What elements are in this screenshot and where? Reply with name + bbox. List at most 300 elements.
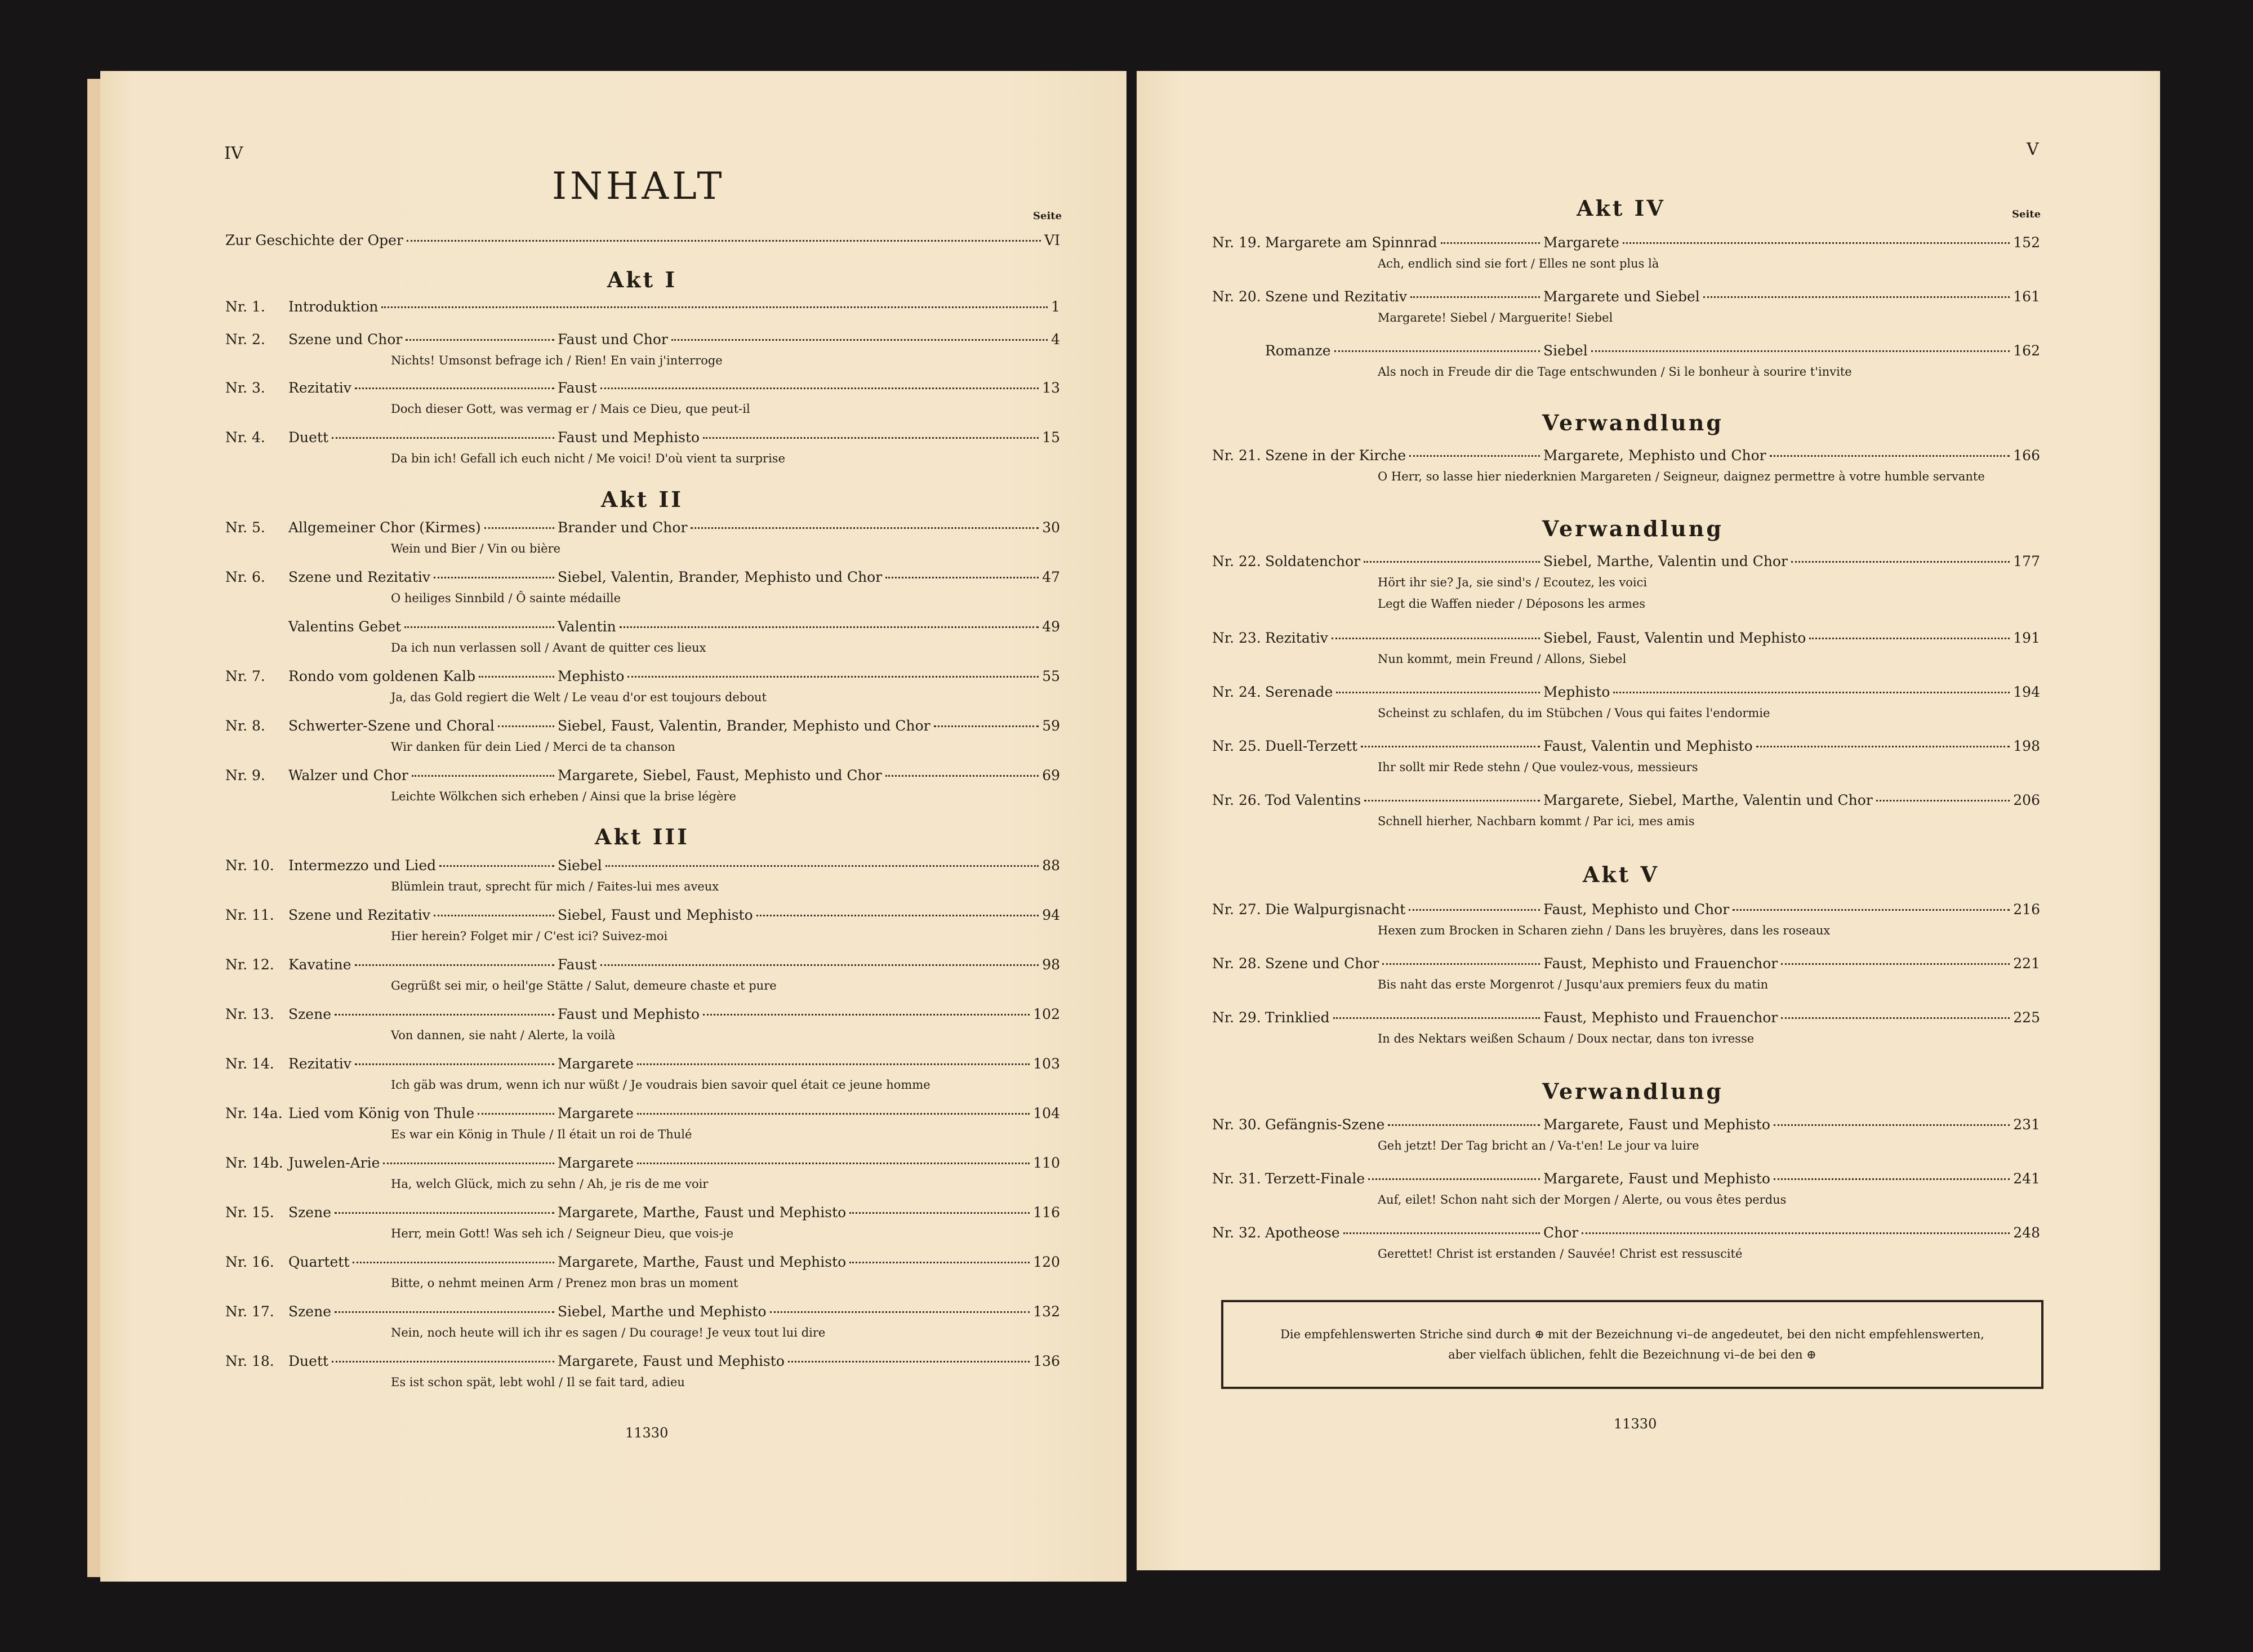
entry-number: Nr. 14. xyxy=(225,1056,274,1072)
entry-page: 231 xyxy=(2013,1116,2040,1133)
leader-dots xyxy=(1781,963,2010,965)
leader-dots xyxy=(478,1113,554,1115)
entry-number: Nr. 9. xyxy=(225,767,265,783)
entry-incipit: Es war ein König in Thule / Il était un roi de Thulé xyxy=(391,1128,692,1141)
note-line-2: aber vielfach üblichen, fehlt die Bezeichnung vi–de bei den ⊕ xyxy=(1448,1348,1816,1361)
entry-page: 198 xyxy=(2013,738,2040,754)
leader-dots xyxy=(355,964,554,966)
leader-dots xyxy=(407,240,1041,242)
entry-incipit: Hört ihr sie? Ja, sie sind's / Ecoutez, les voici xyxy=(1378,576,1648,589)
leader-dots xyxy=(1361,746,1540,747)
entry-performers: Margarete xyxy=(558,1105,634,1121)
leader-dots xyxy=(1809,638,2010,639)
entry-number: Nr. 14b. xyxy=(225,1155,283,1171)
entry-incipit: Gerettet! Christ ist erstanden / Sauvée! Christ est ressuscité xyxy=(1378,1247,1743,1261)
entry-performers: Faust und Mephisto xyxy=(558,429,700,446)
entry-page: 49 xyxy=(1042,618,1060,635)
entry-performers: Siebel, Marthe und Mephisto xyxy=(558,1303,767,1320)
entry-page: 103 xyxy=(1033,1056,1060,1072)
leader-dots xyxy=(1388,1124,1540,1126)
entry-number: Nr. 19. xyxy=(1212,234,1261,251)
entry-number: Nr. 17. xyxy=(225,1303,274,1320)
entry-incipit: Ja, das Gold regiert die Welt / Le veau d'or est toujours debout xyxy=(391,691,767,704)
entry-number: Nr. 7. xyxy=(225,668,265,684)
leader-dots xyxy=(885,775,1039,777)
entry-page: 69 xyxy=(1042,767,1060,783)
entry-title: Valentins Gebet xyxy=(288,618,402,635)
toc-entry[interactable] xyxy=(225,519,1060,542)
entry-incipit: Geh jetzt! Der Tag bricht an / Va-t'en! Le jour va luire xyxy=(1378,1139,1699,1152)
entry-page: 152 xyxy=(2013,234,2040,251)
entry-title: Tod Valentins xyxy=(1265,792,1361,808)
toc-entry[interactable] xyxy=(225,618,1060,641)
entry-incipit: Legt die Waffen nieder / Déposons les armes xyxy=(1378,597,1646,611)
leader-dots xyxy=(1876,800,2010,801)
entry-incipit: Blümlein traut, sprecht für mich / Faites-lui mes aveux xyxy=(391,880,719,893)
leader-dots xyxy=(335,1014,554,1016)
leader-dots xyxy=(600,388,1039,389)
entry-performers: Faust und Chor xyxy=(558,331,668,348)
act-heading: Verwandlung xyxy=(1542,410,1724,435)
entry-incipit: Ihr sollt mir Rede stehn / Que voulez-vous, messieurs xyxy=(1378,760,1698,774)
leader-dots xyxy=(637,1063,1030,1065)
entry-title: Schwerter-Szene und Choral xyxy=(288,718,495,734)
entry-title: Soldatenchor xyxy=(1265,553,1361,569)
entry-page: 59 xyxy=(1042,718,1060,734)
leader-dots xyxy=(885,577,1039,578)
entry-performers: Faust, Mephisto und Frauenchor xyxy=(1543,955,1778,972)
leader-dots xyxy=(383,1163,554,1164)
toc-entry[interactable] xyxy=(1212,447,2040,470)
toc-entry[interactable] xyxy=(225,1204,1060,1227)
entry-performers: Margarete, Siebel, Faust, Mephisto und Chor xyxy=(558,767,882,783)
leader-dots xyxy=(439,865,554,867)
entry-incipit: O Herr, so lasse hier niederknien Margareten / Seigneur, daignez permettre à votre humble servante xyxy=(1378,470,1985,483)
toc-entry[interactable] xyxy=(225,1006,1060,1028)
entry-title: Margarete am Spinnrad xyxy=(1265,234,1437,251)
entry-performers: Margarete, Marthe, Faust und Mephisto xyxy=(558,1254,847,1270)
entry-incipit: Da ich nun verlassen soll / Avant de quitter ces lieux xyxy=(391,641,706,654)
entry-number: Nr. 24. xyxy=(1212,684,1261,700)
toc-entry[interactable] xyxy=(1212,1116,2040,1139)
leader-dots xyxy=(1410,296,1540,298)
entry-incipit: Ach, endlich sind sie fort / Elles ne sont plus là xyxy=(1378,257,1659,270)
footer-plate-number-right: 11330 xyxy=(1614,1416,1657,1432)
entry-number: Nr. 13. xyxy=(225,1006,274,1022)
leader-dots xyxy=(479,676,554,678)
seite-label-right: Seite xyxy=(2012,208,2041,220)
seite-label-left: Seite xyxy=(1033,210,1062,222)
leader-dots xyxy=(934,725,1039,727)
entry-page: 13 xyxy=(1042,380,1060,396)
entry-title: Szene und Chor xyxy=(1265,955,1379,972)
entry-page: 98 xyxy=(1042,956,1060,973)
entry-incipit: Bitte, o nehmt meinen Arm / Prenez mon bras un moment xyxy=(391,1276,738,1290)
entry-performers: Faust xyxy=(558,956,597,973)
entry-number: Nr. 8. xyxy=(225,718,265,734)
leader-dots xyxy=(1333,1017,1540,1019)
entry-title: Rondo vom goldenen Kalb xyxy=(288,668,476,684)
performance-note-box xyxy=(1221,1300,2043,1389)
page-number-right: V xyxy=(2027,140,2039,159)
entry-title: Allgemeiner Chor (Kirmes) xyxy=(288,519,481,536)
leader-dots xyxy=(1774,1124,2010,1126)
note-line-1: Die empfehlenswerten Striche sind durch ⊕ mit der Bezeichnung vi–de angedeutet, bei den nicht empfehlenswerten, xyxy=(1280,1328,1984,1341)
entry-page: 116 xyxy=(1033,1204,1060,1221)
entry-page: 94 xyxy=(1042,907,1060,923)
act-heading: Akt II xyxy=(600,487,684,512)
leader-dots xyxy=(605,865,1039,867)
toc-entry[interactable] xyxy=(225,1105,1060,1128)
entry-title: Walzer und Chor xyxy=(288,767,408,783)
entry-incipit: Leichte Wölkchen sich erheben / Ainsi que la brise légère xyxy=(391,790,736,803)
act-heading: Akt III xyxy=(595,824,689,849)
entry-performers: Margarete xyxy=(1543,234,1619,251)
entry-page: 191 xyxy=(2013,630,2040,646)
leader-dots xyxy=(498,725,554,727)
entry-performers: Brander und Chor xyxy=(558,519,688,536)
leader-dots xyxy=(703,437,1039,439)
entry-number: Nr. 6. xyxy=(225,569,265,585)
leader-dots xyxy=(404,626,554,628)
toc-entry[interactable] xyxy=(225,767,1060,790)
toc-entry[interactable] xyxy=(225,718,1060,740)
toc-entry[interactable] xyxy=(225,1155,1060,1177)
toc-entry[interactable] xyxy=(225,1303,1060,1326)
entry-incipit: Nun kommt, mein Freund / Allons, Siebel xyxy=(1378,652,1627,666)
toc-entry[interactable] xyxy=(1212,901,2040,924)
leader-dots xyxy=(1409,909,1540,911)
entry-performers: Siebel, Faust, Valentin, Brander, Mephisto und Chor xyxy=(558,718,930,734)
entry-page: 120 xyxy=(1033,1254,1060,1270)
entry-page: 88 xyxy=(1042,857,1060,874)
toc-entry[interactable] xyxy=(225,1353,1060,1375)
leader-dots xyxy=(703,1014,1030,1016)
act-heading: Verwandlung xyxy=(1542,516,1724,541)
entry-number: Nr. 4. xyxy=(225,429,265,446)
entry-performers: Margarete und Siebel xyxy=(1543,288,1700,305)
entry-performers: Siebel, Faust, Valentin und Mephisto xyxy=(1543,630,1806,646)
entry-incipit: Schnell hierher, Nachbarn kommt / Par ici, mes amis xyxy=(1378,814,1695,828)
entry-performers: Margarete, Mephisto und Chor xyxy=(1543,447,1766,464)
entry-page: 221 xyxy=(2013,955,2040,972)
entry-title: Die Walpurgisnacht xyxy=(1265,901,1406,918)
entry-title: Romanze xyxy=(1265,342,1331,359)
entry-incipit: Wir danken für dein Lied / Merci de ta chanson xyxy=(391,740,675,754)
entry-page: 177 xyxy=(2013,553,2040,569)
entry-performers: Margarete, Faust und Mephisto xyxy=(1543,1170,1770,1187)
entry-number: Nr. 12. xyxy=(225,956,274,973)
leader-dots xyxy=(620,626,1039,628)
entry-incipit: Wein und Bier / Vin ou bière xyxy=(391,542,561,555)
leader-dots xyxy=(1343,1232,1540,1234)
toc-entry[interactable] xyxy=(225,668,1060,691)
entry-performers: Chor xyxy=(1543,1224,1579,1241)
leader-dots xyxy=(412,775,554,777)
toc-entry-intro[interactable] xyxy=(225,232,1060,255)
toc-entry[interactable] xyxy=(225,907,1060,929)
entry-performers: Valentin xyxy=(558,618,616,635)
entry-title: Rezitativ xyxy=(1265,630,1328,646)
entry-number: Nr. 15. xyxy=(225,1204,274,1221)
leader-dots xyxy=(1623,242,2010,244)
entry-number: Nr. 22. xyxy=(1212,553,1261,569)
leader-dots xyxy=(600,964,1039,966)
entry-page: VI xyxy=(1044,232,1060,248)
entry-title: Zur Geschichte der Oper xyxy=(225,232,403,248)
entry-incipit: Nein, noch heute will ich ihr es sagen / Du courage! Je veux tout lui dire xyxy=(391,1326,826,1339)
toc-entry[interactable] xyxy=(225,299,1060,321)
entry-title: Apotheose xyxy=(1265,1224,1340,1241)
entry-title: Intermezzo und Lied xyxy=(288,857,437,874)
leader-dots xyxy=(1613,692,2010,693)
leader-dots xyxy=(1582,1232,2010,1234)
entry-number: Nr. 32. xyxy=(1212,1224,1261,1241)
leader-dots xyxy=(849,1212,1030,1214)
entry-incipit: In des Nektars weißen Schaum / Doux nectar, dans ton ivresse xyxy=(1378,1032,1755,1045)
act-heading: Akt IV xyxy=(1577,195,1666,221)
entry-incipit: Scheinst zu schlafen, du im Stübchen / Vous qui faites l'endormie xyxy=(1378,706,1770,720)
entry-incipit: Nichts! Umsonst befrage ich / Rien! En vain j'interroge xyxy=(391,354,723,367)
leader-dots xyxy=(1332,638,1540,639)
entry-incipit: Auf, eilet! Schon naht sich der Morgen / Alerte, ou vous êtes perdus xyxy=(1378,1193,1787,1206)
toc-entry[interactable] xyxy=(225,569,1060,591)
leader-dots xyxy=(434,915,554,916)
toc-entry[interactable] xyxy=(1212,234,2040,257)
entry-page: 194 xyxy=(2013,684,2040,700)
entry-number: Nr. 1. xyxy=(225,299,265,315)
leader-dots xyxy=(335,1311,554,1313)
leader-dots xyxy=(1382,963,1540,965)
leader-dots xyxy=(1336,692,1540,693)
leader-dots xyxy=(637,1163,1030,1164)
entry-performers: Margarete, Marthe, Faust und Mephisto xyxy=(558,1204,847,1221)
entry-incipit: Ich gäb was drum, wenn ich nur wüßt / Je voudrais bien savoir quel était ce jeune homme xyxy=(391,1078,930,1092)
entry-title: Szene xyxy=(288,1006,331,1022)
entry-title: Duett xyxy=(288,1353,329,1369)
entry-number: Nr. 21. xyxy=(1212,447,1261,464)
entry-number: Nr. 11. xyxy=(225,907,274,923)
leader-dots xyxy=(691,527,1039,529)
entry-page: 216 xyxy=(2013,901,2040,918)
leader-dots xyxy=(1409,455,1540,457)
entry-incipit: Es ist schon spät, lebt wohl / Il se fait tard, adieu xyxy=(391,1375,685,1389)
toc-entry[interactable] xyxy=(225,331,1060,354)
entry-page: 30 xyxy=(1042,519,1060,536)
leader-dots xyxy=(335,1212,554,1214)
leader-dots xyxy=(1368,1178,1540,1180)
entry-page: 102 xyxy=(1033,1006,1060,1022)
entry-page: 241 xyxy=(2013,1170,2040,1187)
entry-title: Trinklied xyxy=(1265,1009,1330,1026)
entry-title: Szene und Rezitativ xyxy=(288,569,430,585)
entry-title: Kavatine xyxy=(288,956,351,973)
leader-dots xyxy=(849,1262,1030,1263)
entry-title: Duett xyxy=(288,429,329,446)
toc-entry[interactable] xyxy=(1212,553,2040,576)
entry-incipit: Als noch in Freude dir die Tage entschwunden / Si le bonheur à sourire t'invite xyxy=(1378,365,1852,379)
entry-number: Nr. 25. xyxy=(1212,738,1261,754)
entry-performers: Siebel, Marthe, Valentin und Chor xyxy=(1543,553,1788,569)
leader-dots xyxy=(332,437,554,439)
entry-title: Terzett-Finale xyxy=(1265,1170,1365,1187)
toc-entry[interactable] xyxy=(1212,288,2040,311)
entry-incipit: Gegrüßt sei mir, o heil'ge Stätte / Salut, demeure chaste et pure xyxy=(391,979,777,992)
entry-performers: Faust und Mephisto xyxy=(558,1006,700,1022)
entry-title: Rezitativ xyxy=(288,380,351,396)
entry-incipit: Hexen zum Brocken in Scharen ziehn / Dans les bruyères, dans les roseaux xyxy=(1378,924,1831,937)
footer-plate-number-left: 11330 xyxy=(625,1425,669,1441)
entry-page: 225 xyxy=(2013,1009,2040,1026)
leader-dots xyxy=(434,577,554,578)
leader-dots xyxy=(1703,296,2010,298)
entry-number: Nr. 31. xyxy=(1212,1170,1261,1187)
entry-title: Juwelen-Arie xyxy=(288,1155,380,1171)
toc-entry[interactable] xyxy=(1212,630,2040,652)
leader-dots xyxy=(756,915,1039,916)
entry-page: 4 xyxy=(1051,331,1060,348)
entry-number: Nr. 3. xyxy=(225,380,265,396)
leader-dots xyxy=(1441,242,1540,244)
entry-incipit: O heiliges Sinnbild / Ô sainte médaille xyxy=(391,591,621,605)
toc-entry[interactable] xyxy=(1212,342,2040,365)
entry-page: 161 xyxy=(2013,288,2040,305)
leader-dots xyxy=(627,676,1039,678)
entry-performers: Siebel xyxy=(558,857,602,874)
leader-dots xyxy=(1364,561,1540,563)
entry-incipit: Ha, welch Glück, mich zu sehn / Ah, je ris de me voir xyxy=(391,1177,709,1191)
toc-entry[interactable] xyxy=(225,429,1060,452)
entry-page: 162 xyxy=(2013,342,2040,359)
entry-performers: Siebel, Valentin, Brander, Mephisto und Chor xyxy=(558,569,883,585)
entry-performers: Faust xyxy=(558,380,597,396)
entry-performers: Siebel, Faust und Mephisto xyxy=(558,907,753,923)
entry-title: Szene und Rezitativ xyxy=(1265,288,1407,305)
entry-number: Nr. 23. xyxy=(1212,630,1261,646)
toc-entry[interactable] xyxy=(1212,792,2040,814)
entry-number: Nr. 14a. xyxy=(225,1105,283,1121)
entry-number: Nr. 28. xyxy=(1212,955,1261,972)
leader-dots xyxy=(1756,746,2010,747)
toc-entry[interactable] xyxy=(1212,738,2040,760)
entry-incipit: Margarete! Siebel / Marguerite! Siebel xyxy=(1378,311,1613,324)
entry-number: Nr. 27. xyxy=(1212,901,1261,918)
entry-performers: Margarete, Faust und Mephisto xyxy=(558,1353,785,1369)
leader-dots xyxy=(671,339,1048,341)
entry-title: Szene und Rezitativ xyxy=(288,907,430,923)
entry-performers: Mephisto xyxy=(1543,684,1610,700)
entry-number: Nr. 26. xyxy=(1212,792,1261,808)
leader-dots xyxy=(1791,561,2010,563)
entry-incipit: Da bin ich! Gefall ich euch nicht / Me voici! D'où vient ta surprise xyxy=(391,452,785,465)
entry-title: Rezitativ xyxy=(288,1056,351,1072)
entry-number: Nr. 20. xyxy=(1212,288,1261,305)
entry-page: 15 xyxy=(1042,429,1060,446)
entry-performers: Mephisto xyxy=(558,668,625,684)
toc-entry[interactable] xyxy=(225,1056,1060,1078)
leader-dots xyxy=(637,1113,1030,1115)
entry-title: Szene und Chor xyxy=(288,331,403,348)
entry-performers: Margarete xyxy=(558,1155,634,1171)
toc-entry[interactable] xyxy=(225,1254,1060,1276)
entry-title: Szene xyxy=(288,1204,331,1221)
entry-title: Szene in der Kirche xyxy=(1265,447,1406,464)
act-heading: Verwandlung xyxy=(1542,1079,1724,1104)
entry-incipit: Von dannen, sie naht / Alerte, la voilà xyxy=(391,1028,616,1042)
entry-page: 166 xyxy=(2013,447,2040,464)
leader-dots xyxy=(1733,909,2010,911)
entry-number: Nr. 5. xyxy=(225,519,265,536)
toc-entry[interactable] xyxy=(1212,1009,2040,1032)
entry-number: Nr. 16. xyxy=(225,1254,274,1270)
leader-dots xyxy=(332,1361,554,1362)
entry-title: Quartett xyxy=(288,1254,350,1270)
toc-entry[interactable] xyxy=(225,857,1060,880)
entry-title: Serenade xyxy=(1265,684,1333,700)
entry-title: Gefängnis-Szene xyxy=(1265,1116,1385,1133)
leader-dots xyxy=(355,388,554,389)
entry-incipit: Hier herein? Folget mir / C'est ici? Suivez-moi xyxy=(391,929,668,943)
leader-dots xyxy=(381,306,1048,308)
leader-dots xyxy=(1591,350,2010,352)
entry-performers: Margarete, Faust und Mephisto xyxy=(1543,1116,1770,1133)
toc-entry[interactable] xyxy=(225,956,1060,979)
entry-title: Introduktion xyxy=(288,299,379,315)
entry-performers: Siebel xyxy=(1543,342,1588,359)
leader-dots xyxy=(788,1361,1030,1362)
toc-entry[interactable] xyxy=(1212,684,2040,706)
leader-dots xyxy=(1774,1178,2010,1180)
act-heading: Akt I xyxy=(607,267,678,292)
entry-performers: Faust, Mephisto und Chor xyxy=(1543,901,1730,918)
leader-dots xyxy=(353,1262,554,1263)
entry-page: 136 xyxy=(1033,1353,1060,1369)
leader-dots xyxy=(355,1063,554,1065)
entry-performers: Faust, Valentin und Mephisto xyxy=(1543,738,1753,754)
leader-dots xyxy=(1781,1017,2010,1019)
entry-page: 55 xyxy=(1042,668,1060,684)
leader-dots xyxy=(484,527,554,529)
entry-performers: Faust, Mephisto und Frauenchor xyxy=(1543,1009,1778,1026)
toc-entry[interactable] xyxy=(1212,955,2040,978)
toc-entry[interactable] xyxy=(1212,1170,2040,1193)
entry-number: Nr. 2. xyxy=(225,331,265,348)
entry-number: Nr. 18. xyxy=(225,1353,274,1369)
entry-page: 206 xyxy=(2013,792,2040,808)
entry-incipit: Herr, mein Gott! Was seh ich / Seigneur Dieu, que vois-je xyxy=(391,1227,734,1240)
toc-entry[interactable] xyxy=(1212,1224,2040,1247)
entry-performers: Margarete, Siebel, Marthe, Valentin und Chor xyxy=(1543,792,1873,808)
entry-page: 104 xyxy=(1033,1105,1060,1121)
entry-page: 248 xyxy=(2013,1224,2040,1241)
leader-dots xyxy=(770,1311,1030,1313)
toc-entry[interactable] xyxy=(225,380,1060,402)
leader-dots xyxy=(1364,800,1540,801)
entry-page: 110 xyxy=(1033,1155,1060,1171)
leader-dots xyxy=(1770,455,2010,457)
entry-incipit: Doch dieser Gott, was vermag er / Mais ce Dieu, que peut-il xyxy=(391,402,750,416)
entry-number: Nr. 29. xyxy=(1212,1009,1261,1026)
leader-dots xyxy=(406,339,554,341)
entry-page: 47 xyxy=(1042,569,1060,585)
entry-performers: Margarete xyxy=(558,1056,634,1072)
entry-number: Nr. 10. xyxy=(225,857,274,874)
entry-title: Lied vom König von Thule xyxy=(288,1105,475,1121)
entry-title: Duell-Terzett xyxy=(1265,738,1358,754)
page-title: INHALT xyxy=(552,164,725,208)
act-heading: Akt V xyxy=(1582,862,1660,887)
leader-dots xyxy=(1334,350,1540,352)
